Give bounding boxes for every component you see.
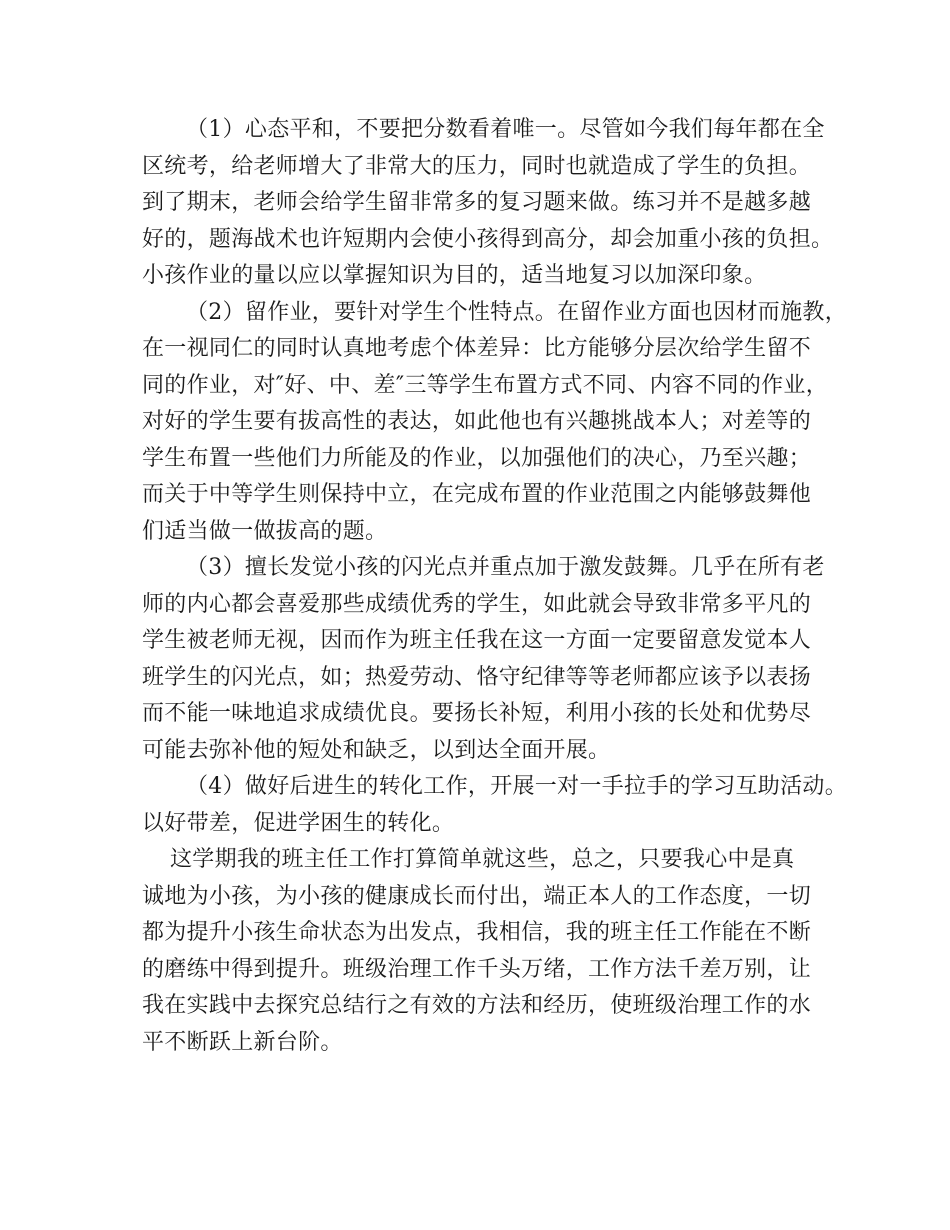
text-line: （2）留作业，要针对学生个性特点。在留作业方面也因材而施教，: [186, 299, 847, 325]
text-line: 诚地为小孩，为小孩的健康成长而付出，端正本人的工作态度，一切: [142, 883, 812, 909]
text-line: 学生被老师无视，因而作为班主任我在这一方面一定要留意发觉本人: [142, 628, 812, 653]
text-line: 班学生的闪光点，如；热爱劳动、恪守纪律等等老师都应该予以表扬: [142, 664, 812, 690]
text-line: 都为提升小孩生命状态为出发点，我相信，我的班主任工作能在不断: [142, 920, 812, 945]
text-line: 小孩作业的量以应以掌握知识为目的，适当地复习以加深印象。: [142, 263, 767, 288]
text-line: 可能去弥补他的短处和缺乏，以到达全面开展。: [142, 737, 611, 763]
text-line: （4）做好后进生的转化工作，开展一对一手拉手的学习互助活动。: [186, 774, 847, 799]
paragraph-5: [142, 842, 812, 1061]
text-line: （1）心态平和，不要把分数看着唯一。尽管如今我们每年都在全: [186, 117, 825, 142]
paragraph-1: [142, 112, 834, 295]
document-page: [142, 112, 847, 1061]
paragraph-4: [142, 769, 847, 842]
text-line: 而关于中等学生则保持中立，在完成布置的作业范围之内能够鼓舞他: [142, 482, 812, 507]
text-line: 好的，题海战术也许短期内会使小孩得到高分，却会加重小孩的负担。: [142, 226, 834, 252]
text-line: 学生布置一些他们力所能及的作业，以加强他们的决心，乃至兴趣；: [142, 445, 812, 471]
text-line: 到了期末，老师会给学生留非常多的复习题来做。练习并不是越多越: [142, 190, 812, 215]
text-line: 平不断跃上新台阶。: [142, 1029, 343, 1055]
text-line: 的磨练中得到提升。班级治理工作千头万绪，工作方法千差万别，让: [142, 956, 812, 982]
paragraph-2: [142, 295, 847, 551]
text-line: 这学期我的班主任工作打算简单就这些，总之，只要我心中是真: [170, 847, 795, 872]
text-line: 而不能一味地追求成绩优良。要扬长补短，利用小孩的长处和优势尽: [142, 701, 812, 726]
paragraph-3: [142, 550, 825, 769]
text-line: 区统考，给老师增大了非常大的压力，同时也就造成了学生的负担。: [142, 153, 812, 179]
text-line: 我在实践中去探究总结行之有效的方法和经历，使班级治理工作的水: [142, 993, 812, 1018]
text-line: 在一视同仁的同时认真地考虑个体差异：比方能够分层次给学生留不: [142, 336, 812, 361]
text-line: 师的内心都会喜爱那些成绩优秀的学生，如此就会导致非常多平凡的: [142, 591, 812, 617]
text-line: （3）擅长发觉小孩的闪光点并重点加于激发鼓舞。几乎在所有老: [186, 555, 825, 580]
text-line: 对好的学生要有拔高性的表达，如此他也有兴趣挑战本人；对差等的: [142, 409, 812, 434]
text-line: 们适当做一做拔高的题。: [142, 518, 388, 544]
text-line: 同的作业，对″好、中、差″三等学生布置方式不同、内容不同的作业，: [142, 372, 829, 398]
text-line: 以好带差，促进学困生的转化。: [142, 810, 455, 836]
